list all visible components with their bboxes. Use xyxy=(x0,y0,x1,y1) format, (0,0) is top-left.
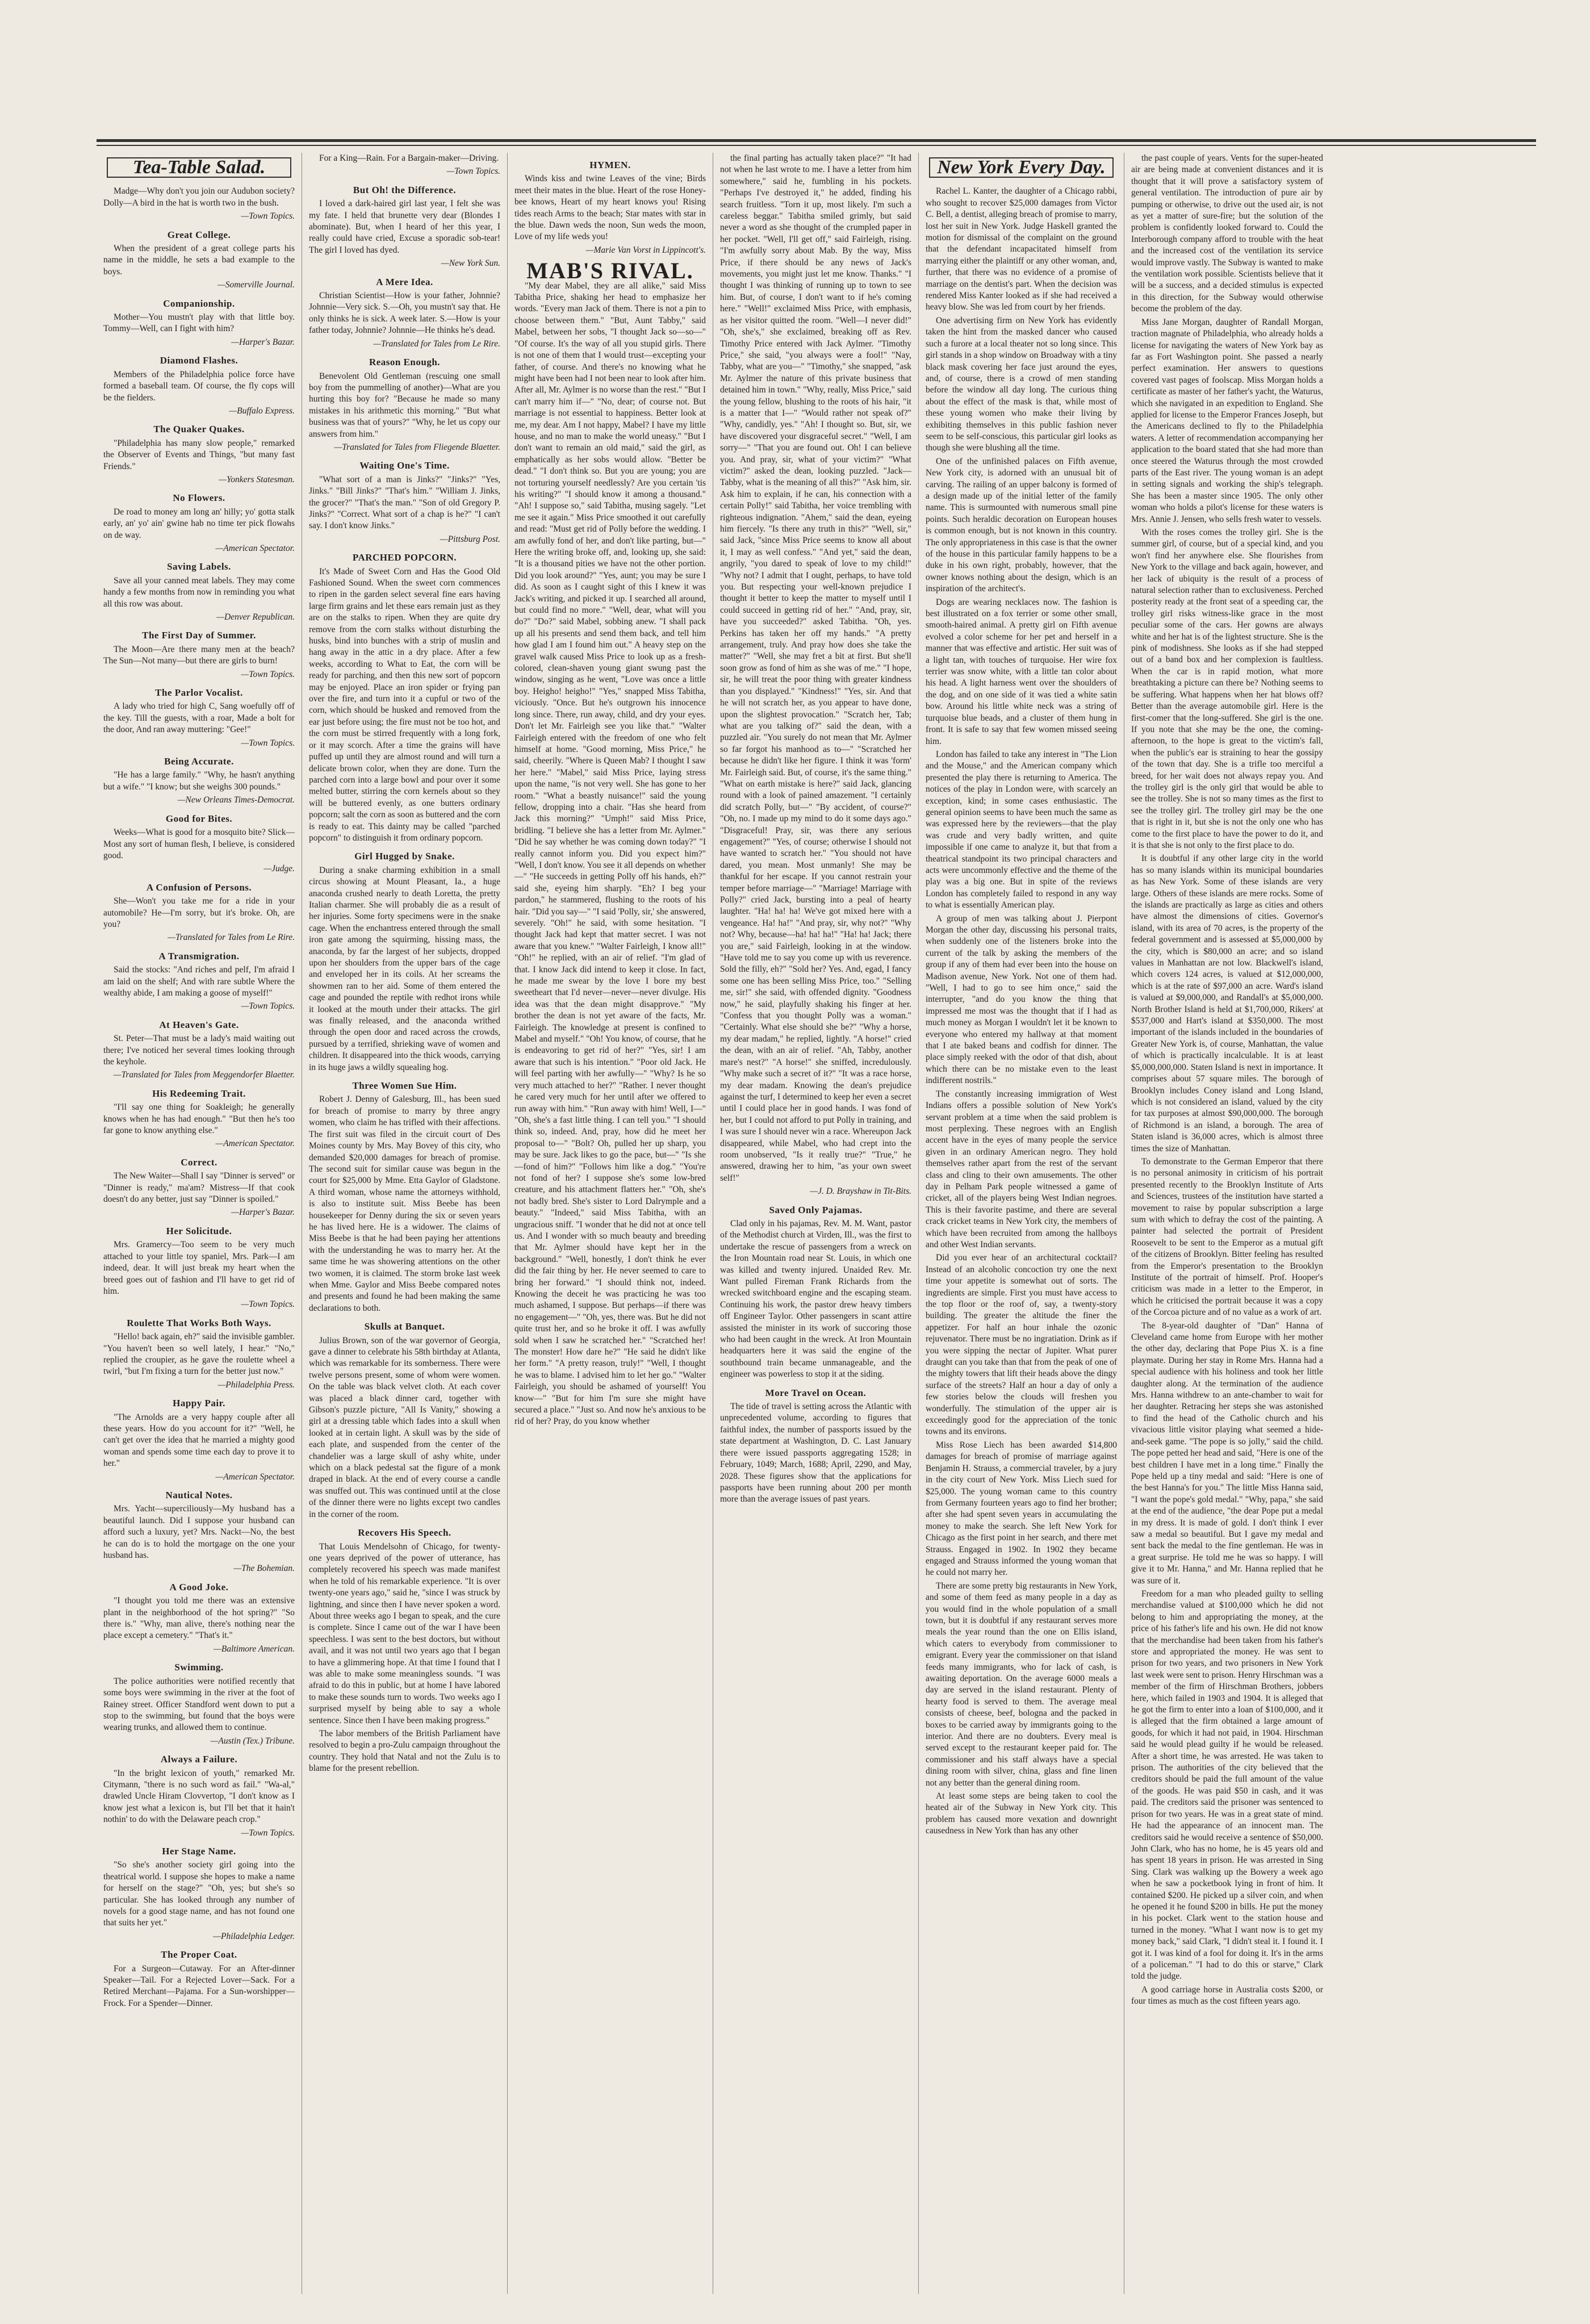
article-body: There are some pretty big restaurants in New York, and some of them feed as many people in a day as you would find in the whole population of a small town, but it is doubtful if any restaurant serves more meals the year round than the one on Ellis island, which caters to everybody from commissioner to emigrant. Every year the commissioner on that island feeds many immigrants, who for lack of cash, is awaiting deportation. On the average 6000 meals a day are served in the island restaurant. Plenty of hearty food is served to them. The average meal consists of cheese, beef, bologna and the packed in boxes to be carried away by immigrants going to the interior. And there are no doubters. Every meal is served except to the restaurant keeper paid for. The commissioner and his staff always have a special dining room with silver, china, glass and fine linen not any better than the general dining room. xyxy=(926,1581,1117,1788)
article-headline: Saving Labels. xyxy=(167,561,231,572)
article-body: "Philadelphia has many slow people," remarked the Observer of Events and Things, "but many fast Friends." xyxy=(103,438,295,471)
article-body: Freedom for a man who pleaded guilty to selling merchandise valued at $100,000 which he did not belong to him and appropriating the money, at the price of his father's life and his own. He did not know that the merchandise had been taken from his father's store and appropriated the money. He was sent to prison for two years, and two prisoners in New York last week were sent to prison. Henry Hirschman was a member of the firm of Hirschman Brothers, jobbers here, which failed in 1903 and 1904. It is alleged that he got the firm to enter into a loan of $100,000, and it is alleged that the firm obtained a large amount of goods, for which it had not paid, in 1904. Hirschman said he would plead guilty if he would be released. After a short time, he was arrested. He was taken to prison. The authorities of the city believed that the creditors should be paid the full amount of the value of the goods. He was paid $50 in cash, and it was paid. The creditors said the prisoner was sentenced to prison for two years. He was in a great state of mind. He had the appearance of an innocent man. The creditors said he would receive a sentence of $50,000. John Clark, who has no home, he is 45 years old and has spent 18 years in prison. He was arrested in Sing Sing. Clark was walking up the Bowery a week ago when he saw a pocketbook lying in front of him. It contained $200. He picked up a silver coin, and when he opened it he found $200 in bills. He put the money in his pocket. Clark went to the station house and turned in the money. "What I want now is to get my money back," said Clark, "I didn't steal it. I found it. I got it. I was kind of a fool for doing it. It's in the arms of a policeman." "I had to do this or starve," Clark told the judge. xyxy=(1131,1589,1323,1982)
article-body: the final parting has actually taken place?" "It had not when he last wrote to me. I have a letter from him somewhere," said he, fumbling in his pockets. "Perhaps I've destroyed it," he added, finding his search fruitless. "Torn it up, most likely. I'm such a careless beggar." Tabitha smiled grimly, but said never a word as she thought of the crumpled paper in her pocket. "Well, I'll get off," said Fairleigh, rising. "I'm awfully sorry about Mab. By the way, Miss Price, if there should be any news of Jack's movements, you might just let me know. Thanks." "I thought I was thinking of running up to town to see him. But, of course, I don't want to if he's coming here." "Well!" exclaimed Miss Price, with emphasis, as her visitor quitted the room. "Well—I never did!" "Oh, she's," she exclaimed, breaking off as Rev. Timothy Price entered with Jack Aylmer. "Timothy Price," she said, "you always were a fool!" "Nay, Tabby, what are you—" "Timothy," she snapped, "ask Mr. Aylmer the nature of this private business that detained him in town." "Why, really, Miss Price," said the young fellow, blushing to the roots of his hair, "it is a matter that I—" "Would rather not speak of?" "Why, candidly, yes." "Ah! I thought so. But, sir, we have discovered your disgraceful secret." "Well, I am sorry—" "That you are found out. Oh! I can believe you. And pray, sir, what of your victim?" "What victim?" asked the dean, looking puzzled. "Jack—Tabby, what is the meaning of all this?" "Ask him, sir. Ask him to explain, if he can, his connection with a certain Polly!" said Tabitha, her voice trembling with righteous indignation. "Ahem," said the dean, eyeing him fiercely. "Is there any truth in this?" "Well, sir," said Jack, "since Miss Price seems to know all about it, I may as well confess." "And yet," said the dean, angrily, "you dared to speak of love to my child!" "Why not? I admit that I ought, perhaps, to have told you. But respecting your well-known prejudice I thought it better to keep the matter to myself until I could succeed in getting rid of her." "And, pray, sir, have you succeeded?" asked Tabitha. "Oh, yes. Perkins has taken her off my hands." "A pretty arrangement, truly. And pray how does she take the matter?" "Well, she may fret a bit at first. But she'll soon grow as fond of him as she was of me." "I hope, sir, he will treat the poor thing with greater kindness than you displayed." "Kindness!" "Yes, sir. And that he will not scratch her, as you appear to have done, upon the slightest provocation." "Scratch her, Tab; what are you talking of?" said the dean, with a puzzled air. "You surely do not mean that Mr. Aylmer so far forgot his manhood as to—" "Scratched her because he didn't like her figure. I think it was 'form' Mr. Fairleigh said. But, of course, it's the same thing." "What on earth mistake is here?" said Jack, glancing round with a look of pained amazement. "I certainly did scratch Polly, but—" "By accident, of course?" "Oh, no. I made up my mind to do it some days ago." "Disgraceful! Pray, sir, was there any serious engagement?" "Yes, of course; otherwise I should not have wanted to scratch her." "You should not have dared, you mean. Most unmanly! She may be thankful for her escape. If you cannot restrain your temper before marriage—" "Marriage! Marriage with Polly?" cried Jack, bursting into a peal of hearty laughter. "Ha! ha! ha! We've got mixed here with a vengeance. Ha! ha!" "And pray, sir, why not?" "Why not? Why, because—ha! ha! ha!" "Ha! ha! Jack; there you are," said Fairleigh, looking in at the window. "Have told me to say you come up with us reverence. Sold the filly, eh?" "Sold her? Yes. And, egad, I fancy some one has been selling Miss Price, too." "Selling me, sir!" she said, with offended dignity. "Goodness now," he said, playfully shaking his finger at her. "Confess that you thought Polly was a woman." "Certainly. What else should she be?" "Why a horse, my dear madam," he replied, lightly. "A horse!" cried the dean, with an air of relief. "Ah, Tabby, another mare's nest?" "A horse!" she sniffed, incredulously. "Why make such a secret of it?" "It was a race horse, my dear madam. Knowing the dean's prejudice against the turf, I determined to keep her even a secret until I could place her in good hands. I was fond of her, but I could not afford to put Polly in training, and I was sure I should never win a race. Whereupon Jack disappeared, while Mabel, who had crept into the room unobserved, "Is it really true?" "True," he answered, drawing her to him, "as your own sweet self!" xyxy=(720,153,911,1183)
article-body: "The Arnolds are a very happy couple after all these years. How do you account for it?" "Well, he can't get over the idea that he married a mighty good woman and spends some time each day to prove it to her." xyxy=(103,1412,295,1469)
top-rule-thin xyxy=(97,145,1536,146)
article-source: —Marie Van Vorst in Lippincott's. xyxy=(585,245,706,255)
article-body: For a King—Rain. For a Bargain-maker—Driving. xyxy=(319,153,499,163)
article-body: Benevolent Old Gentleman (rescuing one small boy from the pummelling of another)—What are you hurting this boy for? "Because he made so many mistakes in his arithmetic this morning." "But what business was that of yours?" "Why, he let us copy our answers from him." xyxy=(309,371,500,439)
article-headline: Companionship. xyxy=(163,298,235,309)
article-source: —American Spectator. xyxy=(215,1472,295,1482)
article-headline: A Good Joke. xyxy=(169,1581,229,1592)
article-headline: His Redeeming Trait. xyxy=(152,1088,246,1099)
article-source: —Judge. xyxy=(263,864,295,874)
article-body: De road to money am long an' hilly; yo' gotta stalk early, an' yo' ain' gwine hab no time ter pick flowahs on de way. xyxy=(103,507,295,540)
article-headline: HYMEN. xyxy=(589,160,631,170)
columns xyxy=(97,153,1536,2294)
article-body: The police authorities were notified recently that some boys were swimming in the river at the foot of Rainey street. Officer Standford went down to put a stop to the swimming, but found that the boys were wearing trunks, and allowed them to continue. xyxy=(103,1676,295,1733)
column-5 xyxy=(919,153,1124,2294)
article-body: Weeks—What is good for a mosquito bite? Slick—Most any sort of human flesh, I believe, is considered good. xyxy=(103,827,295,860)
article-source: —Town Topics. xyxy=(241,1001,295,1011)
article-body: Miss Jane Morgan, daughter of Randall Morgan, traction magnate of Philadelphia, who already holds a license for navigating the waters of New York bay as far as Fort Washington point. She passed a nearly perfect examination. Her answers to questions covered vast pages of foolscap. Miss Morgan holds a certificate as master of her father's yacht, the Waturus, which she navigated in an expedition to England. She applied for license to the Emperor Frances Joseph, but the Americans declined to fly to the Philadelphia waters. A letter of recommendation accompanying her application to the board stated that she had more than once steered the Waturus through the most crowded parts of the East river. The young woman is an adept in setting signals and working the ship's telegraph. She has been a master since 1905. The only other woman who holds a pilot's license for these waters is Mrs. Annie J. Jensen, who sells fresh water to vessels. xyxy=(1131,317,1323,524)
article-headline: Always a Failure. xyxy=(160,1754,238,1765)
masthead: Tea-Table Salad. xyxy=(107,157,291,178)
article-headline: At Heaven's Gate. xyxy=(159,1019,239,1030)
article-source: —American Spectator. xyxy=(215,543,295,553)
article-source: —Buffalo Express. xyxy=(229,406,295,416)
article-body: During a snake charming exhibition in a small circus showing at Mount Pleasant, Ia., a huge anaconda crushed nearly to death Loretta, the pretty Italian charmer. She will probably die as a result of her injuries. Some forty specimens were in the snake cage. When the enchantress entered through the small iron gate among the squirming, hissing mass, the anaconda, by far the largest of her subjects, dropped upon her shoulders from the upper bars of the cage and enveloped her in its coils. At her screams the showmen ran to her aid. Some of them entered the cage and pounded the reptile with redhot irons while it looked at the mouth under their attacks. The girl was finally released, and the anaconda writhed through the open door and raced across the crowds, pursued by a terrified, shrieking wave of women and children. It disappeared into the thick woods, carrying in its huge jaws a wildly squealing hog. xyxy=(309,865,500,1072)
article-body: A lady who tried for high C, Sang woefully off of the key. Till the guests, with a roar, Made a bolt for the door, And ran away muttering: "Gee!" xyxy=(103,701,295,735)
article-body: St. Peter—That must be a lady's maid waiting out there; I've noticed her several times looking through the keyhole. xyxy=(103,1034,295,1067)
article-source: —Translated for Tales from Le Rire. xyxy=(373,338,500,349)
article-source: —Town Topics. xyxy=(241,738,295,748)
article-source: —Somerville Journal. xyxy=(217,280,295,290)
article-body: A good carriage horse in Australia costs $200, or four times as much as the cost fifteen years ago. xyxy=(1131,1984,1323,2007)
article-headline: MAB'S RIVAL. xyxy=(526,258,694,284)
article-body: "In the bright lexicon of youth," remarked Mr. Citymann, "there is no such word as fail." "Wa-al," drawled Uncle Hiram Clovvertop, "I don't know as I know jest what a lexicon is, but I'll bet that it hain't nothin' to do with the Delaware peach crop." xyxy=(103,1768,295,1825)
article-headline: The Proper Coat. xyxy=(161,1949,237,1961)
article-source: —Philadelphia Ledger. xyxy=(213,1931,295,1941)
article-body: I loved a dark-haired girl last year, I felt she was my fate. I held that brunette very dear (Blondes I abominate). But, when I heard of her this year, I really could have cried, Excuse a sporadic sob-tear! The girl I loved has dyed. xyxy=(309,199,500,255)
article-body: The New Waiter—Shall I say "Dinner is served" or "Dinner is ready," ma'am? Mistress—If that cook doesn't do any better, just say "Dinner is spoiled." xyxy=(103,1171,295,1205)
article-source: —Austin (Tex.) Tribune. xyxy=(210,1736,295,1746)
article-source: —Town Topics. xyxy=(241,1299,295,1310)
article-body: For a Surgeon—Cutaway. For an After-dinner Speaker—Tail. For a Rejected Lover—Sack. For a Retired Merchant—Pajama. For a Sun-worshipper—Frock. For a Spender—Dinner. xyxy=(103,1963,295,2008)
article-headline: A Transmigration. xyxy=(158,950,240,962)
article-headline: The First Day of Summer. xyxy=(142,630,256,641)
article-source: —Town Topics. xyxy=(241,211,295,221)
column-1 xyxy=(97,153,302,2294)
article-body: the past couple of years. Vents for the super-heated air are being made at convenient distances and it is thought that it will prove a satisfactory system of general ventilation. The introduction of pure air by pumping or otherwise, to drive out the used air, is not as yet a matter of sure-fire; but the solution of the problem is confidently looked forward to. Could the Interborough company afford to trouble with the heat and the increased cost of the ventilation its service would improve vastly. The Subway is wanted to make the ventilation work possible. Scientists believe that it will be a success, and a decided stimulus is expected in this direction, for the Subway would otherwise become the problem of the day. xyxy=(1131,153,1323,314)
article-body: Robert J. Denny of Galesburg, Ill., has been sued for breach of promise to marry by three angry women, who claim he has trifled with their affections. The first suit was filed in the circuit court of Des Moines county by Mrs. May Bovey of this city, who demanded $20,000 damages for breach of promise. The second suit for similar cause was begun in the court for $25,000 by Mme. Etta Gaylor of Gladstone. A third woman, whose name the attorneys withhold, is also to institute suit. Miss Beebe has been housekeeper for Denny during the six or seven years he has lived here. He is a widower. The claims of Miss Beebe is that he had been paying her attentions with the understanding he was to marry her. At the same time he was showering attentions on the other two women, it is claimed. The storm broke last week when Mme. Gaylor and Miss Beebe compared notes and presents and found he had been making the same declarations to both. xyxy=(309,1094,500,1313)
article-headline: The Parlor Vocalist. xyxy=(155,687,243,699)
article-body: London has failed to take any interest in "The Lion and the Mouse," and the American company which presented the play there is returning to America. The notices of the play in London were, with scarcely an exception, kind; in some cases enthusiastic. The general opinion seems to have been much the same as was expressed here by the reviewers—that the play was crude and very badly written, and quite impossible if one came to analyze it, but that from a theatrical standpoint its two principal characters and acts were uncommonly effective and the theme of the play was a big one. But in spite of the reviews London has completely failed to respond in any way to what is essentially American play. xyxy=(926,749,1117,910)
article-source: —Translated for Tales from Fliegende Blaetter. xyxy=(334,442,500,452)
column-2 xyxy=(302,153,508,2294)
article-body: She—Won't you take me for a ride in your automobile? He—I'm sorry, but it's broke. Oh, are you? xyxy=(103,896,295,929)
top-rule xyxy=(97,139,1536,142)
article-body: Miss Rose Liech has been awarded $14,800 damages for breach of promise of marriage against Benjamin H. Strauss, a commercial traveler, by a jury in the city court of New York. Miss Liech sued for $25,000. The young woman came to this country from Germany fourteen years ago to find her brother; after she had spent seven years in accumulating the money to make the search. She left New York for Chicago as the first point in her search, and there met Strauss. Engaged in 1902. In 1902 they became engaged and Strauss informed the young woman that he could not marry her. xyxy=(926,1440,1117,1578)
article-source: —J. D. Brayshaw in Tit-Bits. xyxy=(810,1186,911,1197)
article-body: The tide of travel is setting across the Atlantic with unprecedented volume, according to figures that faithful index, the number of passports issued by the state department at Washington, D. C. Last January there were issued passports aggregating 1528; in February, 1049; March, 1688; April, 2290, and May, 2028. These figures show that the applications for passports have been running about 200 per month more than the average issues of past years. xyxy=(720,1402,911,1504)
article-headline: Happy Pair. xyxy=(173,1398,225,1409)
article-headline: Waiting One's Time. xyxy=(359,460,450,471)
article-body: A group of men was talking about J. Pierpont Morgan the other day, discussing his personal traits, when suddenly one of the listeners broke into the current of the talk by asking the members of the group if any of them had ever been into the house on Madison avenue, New York. Not one of them had. "Well, I had to go to see him once," said the interrupter, "and do you know the thing that impressed me most was the thought that if I had as much money as Morgan I wouldn't let it be known to everyone who entered my hallway at that moment that I ate baked beans and codfish for dinner. The place simply reeked with the odor of that dish, about which there can be no mistake even to the least indifferent nostrils." xyxy=(926,913,1117,1086)
article-headline: Correct. xyxy=(181,1156,217,1168)
article-source: —Town Topics. xyxy=(446,166,500,177)
article-body: Mother—You mustn't play with that little boy. Tommy—Well, can I fight with him? xyxy=(103,312,295,334)
article-headline: Recovers His Speech. xyxy=(358,1527,451,1539)
article-body: The Moon—Are there many men at the beach? The Sun—Not many—but there are girls to burn! xyxy=(103,644,295,666)
article-body: "My dear Mabel, they are all alike," said Miss Tabitha Price, shaking her head to emphasize her words. "Every man Jack of them. There is not a pin to choose between them." "But, Aunt Tabby," said Mabel, between her sobs, "I thought Jack so—so—" "Of course. It's the way of all you stupid girls. There is not one of them that I would trust—excepting your father, of course. And there's no knowing what he might have been had I not been near to look after him. After all, Mr. Aylmer is no worse than the rest." "But I can't marry him if—" "No, dear; of course not. But marriage is not essential to happiness. Better look at me, my dear. Am I not happy, Mabel? I have my little house, and no man to make the world uneasy." "But I don't want to remain an old maid," said the girl, as emphatically as her sobs would allow. "Better be dead." "I don't think so. But you are young; you are not torturing yourself needlessly? Are you certain 'tis his writing?" "I should know it among a thousand." "Ah! I suppose so," said Tabitha, musing sagely. "Let me see it again." Miss Price smoothed it out carefully and read: "Must get rid of Polly before the wedding. I am awfully fond of her, and don't like parting, but—" Here the writing broke off, and, looking up, she said: "It is a thousand pities we have not the other portion. Did you look around?" "Yes, aunt; you may be sure I did. As soon as I caught sight of this I knew it was Jack's writing, and picked it up. I searched all around, but could find no more." "Well, dear, what will you do?" "Do?" said Mabel, sobbing anew. "I shall pack up all his presents and send them back, and tell him how glad I am I found him out." A heavy step on the gravel walk caused Miss Price to look up as a fresh-colored, clean-shaven young giant swung past the window, singing as he went, "Love was once a little boy. Heigho! heigho!" "Yes," snapped Miss Tabitha, viciously. "Once. But he's outgrown his innocence long since. There, run away, child, and dry your eyes. Don't let Mr. Fairleigh see you like that." "Walter Fairleigh entered with the freedom of one who felt himself at home. "Good morning, Miss Price," he said, cheerily. "Where is Queen Mab? I thought I saw her here." "Mabel," said Miss Price, laying stress upon the name, "is not very well. She has gone to her room." "What a beastly nuisance!" said the young fellow, dropping into a chair. "Has she heard from Jack this morning?" "Umph!" said Miss Price, bridling. "I believe she has a letter from Mr. Aylmer." "Did he say whether he was coming down today?" "I really cannot inform you. Did you expect him?" "Well, I don't know. You see it all depends on whether—" "He succeeds in getting Polly off his hands, eh?" said she, eyeing him sharply. "Eh? I beg your pardon," he stammered, flushing to the roots of his hair. "Did you say—" "I said 'Polly, sir,' she answered, severely. "Oh!" he said, with some hesitation. "I thought Jack had kept that matter secret. I was not aware that you knew." "Walter Fairleigh, I know all!" "Oh!" he replied, with an air of relief. "I'm glad of that. I know Jack did intend to keep it close. In fact, he made me swear by the love I bore my best sweetheart that I'd never—never—never divulge. His idea was that the dean might disapprove." "My brother the dean is not yet aware of the facts, Mr. Fairleigh. The knowledge at present is confined to Mabel and myself." "Oh! You know, of course, that he is endeavoring to get rid of her?" "Yes, sir! I am aware that such is his intention." "Poor old Jack. He will feel parting with her awfully—" "Why? Is he so very much attached to her?" "Rather. I never thought he cared very much for her until after we offered to run away with him." "Run away with him! Well, I—" "Oh, she's a fast little thing. I can tell you." "I should think so, indeed. And, pray, how did he meet her proposal to—" "Bolt? Oh, pulled her up sharp, you may be sure. Jack likes to go the pace, but—" "Is she—fond of him?" "Follows him like a dog." "You're not fond of her? I suppose she's some low-bred creature, and his attachment flatters her." "Oh, she's not badly bred. She's sister to Lord Dalrymple and a beauty." "Indeed," said Miss Tabitha, with an ungracious sniff. "I wonder that he did not at once tell us. And I wonder with so much beauty and breeding that Mr. Aylmer should have kept her in the background." "Well, honestly, I don't think he ever did the fair thing by her. He never seemed to care to bring her forward." "I should think not, indeed. Knowing the deceit he was practicing he was too much ashamed, I suppose. But perhaps—if there was no engagement—" "Oh, yes, there was. But he did not quite trust her, and so he broke it off. I was awfully sold when I saw he scratched her." "Scratched her! The monster! How dare he?" "He said he didn't like her form." "A pretty reason, truly!" "Well, I thought he was to blame. I advised him to let her go." "Walter Fairleigh, you should be ashamed of yourself! You know—" "But for him I'm sure she might have secured a place." "Just so. And now he's anxious to be rid of her? Pray, do you know whether xyxy=(514,281,706,1427)
article-source: —Town Topics. xyxy=(241,1828,295,1838)
article-body: "What sort of a man is Jinks?" "Jinks?" "Yes, Jinks." "Bill Jinks?" "That's him." "William J. Jinks, the grocer?" "That's the man." "Son of old Gregory P. Jinks?" "Correct. What sort of a chap is he?" "I can't say. I don't know Jinks." xyxy=(309,474,500,531)
article-headline: Reason Enough. xyxy=(369,357,441,368)
article-source: —Denver Republican. xyxy=(216,612,295,622)
article-headline: Being Accurate. xyxy=(164,756,234,767)
article-headline: The Quaker Quakes. xyxy=(153,424,245,435)
article-source: —New Orleans Times-Democrat. xyxy=(177,795,295,805)
article-body: Dogs are wearing necklaces now. The fashion is best illustrated on a fox terrier or some other small, smooth-haired animal. A pretty girl on Fifth avenue evolved a color scheme for her pet and herself in a manner that was effective and artistic. Her suit was of a light tan, with touches of turquoise. Her wire fox terrier was snow white, with a little tan color about his head. A light harness went over the shoulders of the dog, and on one side of it was tied a white satin bow. Around his little white neck was a string of turquoise blue beads, and a cluster of them hung in front. It is safe to say that few women missed seeing him. xyxy=(926,597,1117,746)
article-headline: But Oh! the Difference. xyxy=(353,184,457,195)
newspaper-page xyxy=(97,139,1536,2297)
article-body: At least some steps are being taken to cool the heated air of the Subway in New York city. This problem has caused more vexation and downright causedness in New York than has any other xyxy=(926,1791,1117,1836)
article-headline: Nautical Notes. xyxy=(165,1490,233,1500)
article-body: The 8-year-old daughter of "Dan" Hanna of Cleveland came home from Europe with her mother the other day, declaring that Pope Pius X. is a fine playmate. During her stay in Rome Mrs. Hanna had a special audience with his holiness and took her little daughter along. At the termination of the audience Mrs. Hanna withdrew to an ante-chamber to wait for her daughter. Retracing her steps she was astonished to find the head of the Catholic church and his vivacious little visitor playing what seemed a hide-and-seek game. "The pope is so jolly," said the child. The pope petted her head and said, "Here is one of the best children I have met in a long time." Finally the Pope held up a tiny medal and said: "Here is one of the best Hanna's for you." The little Miss Hanna said, "I want the pope's gold medal." "Why, papa," she said at the end of the audience, "the dear Pope put a medal in my dress. It is made of gold. I don't think I ever saw a medal so beautiful. But I gave my medal and sent back the medal to the fine gentleman. He was in a great surprise. He told me he was so happy. I will give it to Mr. Hanna," and Mr. Hanna replied that he was sure of it. xyxy=(1131,1320,1323,1586)
article-headline: Skulls at Banquet. xyxy=(364,1321,445,1332)
article-body: "Hello! back again, eh?" said the invisible gambler. "You haven't been so well lately, I hear." "No," replied the croupier, as he gave the roulette wheel a twirl, "but I'm fixing a turn for the better just now." xyxy=(103,1332,295,1377)
article-body: Mrs. Yacht—superciliously—My husband has a beautiful launch. Did I suppose your husband can afford such a luxury, yet? Mrs. Nackt—No, the best he can do is to hold the mortgage on the one your husband has. xyxy=(103,1504,295,1561)
article-headline: Three Women Sue Him. xyxy=(352,1080,457,1092)
article-headline: A Confusion of Persons. xyxy=(146,881,252,893)
article-headline: More Travel on Ocean. xyxy=(765,1387,867,1398)
article-headline: Good for Bites. xyxy=(165,813,233,824)
article-headline: Great College. xyxy=(167,229,231,240)
column-3 xyxy=(508,153,713,2294)
article-body: Winds kiss and twine Leaves of the vine; Birds meet their mates in the blue. Heart of the rose Honey-bee knows, Heart of my heart knows you! Rising tides reach Arms to the beach; Star mates with star in the blue. Dawn weds the noon, Sun weds the moon, Love of my life weds you! xyxy=(514,174,706,242)
article-body: One of the unfinished palaces on Fifth avenue, New York city, is adorned with an unusual bit of carving. The railing of an upper balcony is formed of a design made up of the initial letter of the family name. This is surmounted with numerous small pine points. Such heraldic decoration on European houses is common enough, but is not known in this country. The only appropriateness in this case is that the owner of the house in this particular family happens to be a duke in his own right, probably, however, that the owner knows nothing about the design, which is an inspiration of the architect's. xyxy=(926,456,1117,594)
article-headline: PARCHED POPCORN. xyxy=(352,552,457,563)
article-headline: Diamond Flashes. xyxy=(160,355,238,366)
article-source: —Harper's Bazar. xyxy=(231,1207,295,1218)
article-body: Mrs. Gramercy—Too seem to be very much attached to your little toy spaniel, Mrs. Park—I am indeed, dear. It will just break my heart when the breed goes out of fashion and I'll have to get rid of him. xyxy=(103,1240,295,1296)
article-body: "I thought you told me there was an extensive plant in the neighborhood of the hot spring?" "So there is." "Why, man alive, there's nothing near the place except a cemetery." "That's it." xyxy=(103,1596,295,1641)
article-headline: Girl Hugged by Snake. xyxy=(354,851,455,862)
article-body: Christian Scientist—How is your father, Johnnie? Johnnie—Very sick. S.—Oh, you mustn't say that. He only thinks he is sick. A week later. S.—How is your father today, Johnnie? Johnnie—He thinks he's dead. xyxy=(309,291,500,336)
article-source: —Town Topics. xyxy=(241,669,295,679)
article-headline: A Mere Idea. xyxy=(376,276,433,287)
article-headline: Saved Only Pajamas. xyxy=(769,1204,863,1215)
article-body: Did you ever hear of an architectural cocktail? Instead of an alcoholic concoction try one the next time your appetite is somewhat out of sorts. The ingredients are simple. First you must have access to the top floor or the roof of, say, a twenty-story building. The greater the altitude the finer the appetizer. For half an hour inhale the ozonic rejuvenator. There must be no ingratiation. Drink as if you were sipping the nectar of Jupiter. What purer draught can you take than that from the peak of one of the mighty towers that lift their heads above the dingy surface of the streets? Half an hour a day of only a few stories below the clouds will freshen you wonderfully. The stimulation of the upper air is exceedingly good for the appreciation of the tonic towns and its environs. xyxy=(926,1253,1118,1437)
article-body: Clad only in his pajamas, Rev. M. M. Want, pastor of the Methodist church at Virden, Ill., was the first to undertake the rescue of passengers from a wreck on the Iron Mountain road near St. Louis, in which one was killed and twenty injured. Unaided Rev. Mr. Want pulled Fireman Frank Richards from the wrecked switchboard engine and the escaping steam. Continuing his work, the pastor drew heavy timbers off Engineer Taylor. Other passengers in scant attire assisted the minister in its work of succoring those who had been caught in the wreck. At Iron Mountain headquarters here it was said the engine of the southbound train became unmanageable, and the engineer was powerless to stop it at the siding. xyxy=(720,1218,911,1380)
article-source: —Pittsburg Post. xyxy=(440,534,500,544)
article-body: "I'll say one thing for Soakleigh; he generally knows when he has had enough." "But then he's too far gone to know anything else." xyxy=(103,1102,295,1136)
article-body: Save all your canned meat labels. They may come handy a few months from now in reminding you what all this row was about. xyxy=(103,575,295,609)
article-body: With the roses comes the trolley girl. She is the summer girl, of course, but of a special kind, and you won't find her anywhere else. She flourishes from New York to the village and back again, however, and her lack of ubiquity is the result of a process of natural selection rather than to exclusiveness. Perched posterity ready at the front seat of a speeding car, the trolley girl risks witness-like grace in the most peculiar some of the cars. Her gowns are always white and her hat is of the lightest structure. She is the pink of modishness. She looks as if she had stepped out of a band box and her complexion is faultless. When the car is in rapid motion, what more breathtaking a picture can there be? Nothing seems to be suffering. What happens when her hat blows off? Better than the average automobile girl. Here is the first-comer that the long-suffered. She girl is the one. If you note that she may be the one, the coming-afternoon, to the hope is great to the victim's fall, when the public's ear is straining to hear the gossipy of the town that day. She is a trifle too merciful a breed, for her wait does not always repay you. And the trolley girl is the only girl that would be able to see the trolley. She is not so many times as the first to see the trolley girl. The trolley girl may be the one that is right in it, but she is not the only one who has come to the first place to have the power to do it, and it is that she is not only to the first place to do. xyxy=(1131,528,1323,850)
article-body: That Louis Mendelsohn of Chicago, for twenty-one years deprived of the power of utterance, has completely recovered his speech was made manifest when he told of his remarkable experience. "It is over twenty-one years ago," said he, "since I was struck by lightning, and since then I have never spoken a word. About three weeks ago I began to speak, and the cure is complete. Since I came out of the war I have been speechless. I was sent to the best doctors, but without avail, and it was not until two years ago that I began to have a glimmering hope. At that time I found that I was able to make some meaningless sounds. "I was afraid to do this in public, but at home I have labored to make these sounds turn to words. Two weeks ago I surprised myself by being able to say a whole sentence. Since then I have been making progress." xyxy=(309,1541,500,1725)
column-6 xyxy=(1124,153,1330,2294)
article-source: —Translated for Tales from Meggendorfer Blaetter. xyxy=(113,1070,295,1080)
article-body: The constantly increasing immigration of West Indians offers a possible solution of New York's servant problem at a time when the said problem is most perplexing. These negroes with an English accent have in the eyes of many people the service given in an ordinary American negro. They hold themselves rather apart from the rest of the servant class and cling to their own amusements. The other day in Pelham Park people witnessed a game of cricket, all of the players being West Indian negroes. This is their favorite pastime, and there are several crack cricket teams in New York city, the members of which have been recruited from among the hallboys and other West Indian servants. xyxy=(926,1089,1117,1249)
article-body: Rachel L. Kanter, the daughter of a Chicago rabbi, who sought to recover $25,000 damages from Victor C. Bell, a dentist, alleging breach of promise to marry, lost her suit in New York. Judge Haskell granted the motion for dismissal of the complaint on the ground that the defendant incapacitated himself from marrying either the plaintiff or any other woman, and, further, that there was no evidence of a promise of marriage on the dentist's part. When the decision was rendered Miss Kanter looked as if she had received a heavy blow. She was led from court by her friends. xyxy=(926,186,1117,312)
article-body: Said the stocks: "And riches and pelf, I'm afraid I am laid on the shelf; And with rare subtle Where the wealthy abide, I am making a goose of myself!" xyxy=(103,965,295,998)
article-source: —Yonkers Statesman. xyxy=(219,474,295,484)
article-body: When the president of a great college parts his name in the middle, he sets a bad example to the boys. xyxy=(103,244,295,277)
article-body: Julius Brown, son of the war governor of Georgia, gave a dinner to celebrate his 58th birthday at Atlanta, which was remarkable for its somberness. There were twelve persons present, some of whom were women. On the table was black velvet cloth. At each cover was placed a black dinner card, together with Gibson's puzzle picture, "All Is Vanity," showing a girl at a dressing table which fades into a skull when looked at in certain light. A skull was by the side of each plate, and suspended from the center of the chandelier was a large skull of ashy white, under which on a black pedestal sat the figure of a monk draped in black. At the end of every course a candle was snuffed out. This was continued until at the close of the dinner there were no lights except two candles in the corner of the room. xyxy=(309,1335,500,1519)
article-body: "He has a large family." "Why, he hasn't anything but a wife." "I know; but she weighs 300 pounds." xyxy=(103,770,295,792)
article-source: —The Bohemian. xyxy=(233,1564,295,1574)
article-body: One advertising firm on New York has evidently taken the hint from the masked dancer who caused such a furore at a local theater not so long since. This girl stands in a shop window on Broadway with a tiny black mask covering her face just around the eyes, and, of course, there is a crowd of men standing before the window all day long. The curious thing about the effect of the mask is that, while most of these young women who make their living by exhibiting themselves in this public fashion never seem to be self-conscious, this particular girl looks as though she were blushing all the time. xyxy=(926,315,1117,453)
article-body: The labor members of the British Parliament have resolved to begin a pro-Zulu campaign throughout the country. They hold that Natal and not the Zulu is to blame for the present rebellion. xyxy=(309,1729,500,1774)
masthead: New York Every Day. xyxy=(929,157,1114,178)
article-headline: Roulette That Works Both Ways. xyxy=(127,1317,271,1328)
article-body: It is doubtful if any other large city in the world has so many islands within its municipal boundaries as has New York. Some of these islands are very large. Others of these islands are mere rocks. Some of the islands are practically as large as cities and others have almost the dimensions of cities. Governor's island, with its area of 70 acres, is the property of the federal government and is assessed at $5,000,000 by the city, which is $80,000 an acre; and so island values in Manhattan are not low. Blackwell's island, which covers 124 acres, is valued at $12,000,000, which is at the rate of $97,000 an acre. Ward's island is valued at $9,000,000, and Randall's at $5,000,000. North Brother Island is held at $1,700,000, Rikers' at $537,000 and Hart's island at $350,000. The most important of the islands included in the boundaries of Greater New York is, of course, Manhattan, the value of which is practically incalculable. It is at least $5,000,000,000. Staten Island is next in importance. It comprises about 57 square miles. The borough of Brooklyn includes Coney island and Long Island, which is not considered an island, valued by the city for tax purposes at almost $90,000,000. The borough of Richmond is an island, a borough. The area of Staten island is 36,000 acres, which is almost three times the size of Manhattan. xyxy=(1131,854,1323,1153)
article-body: To demonstrate to the German Emperor that there is no personal animosity in criticism of his portrait presented recently to the Brooklyn Institute of Arts and Sciences, trustees of the institution have started a movement to raise by popular subscription a large sum with which to defray the cost of the painting. A painter had selected the portrait of President Roosevelt to be sent to the Emperor as a mutual gift of the citizens of Brooklyn. Bitter feeling has resulted from the Emperor's presentation to the Brooklyn Institute of the portrait of himself. Prof. Hooper's criticism was made in a letter to the Emperor, in which he criticised the portrait because it was a copy of the Corcoa picture and of no value as a work of art. xyxy=(1131,1156,1323,1318)
article-headline: No Flowers. xyxy=(173,492,225,504)
article-source: —Translated for Tales from Le Rire. xyxy=(168,933,295,943)
article-source: —New York Sun. xyxy=(441,258,500,269)
column-4 xyxy=(713,153,919,2294)
article-body: It's Made of Sweet Corn and Has the Good Old Fashioned Sound. When the sweet corn commences to ripen in the garden select several fine ears having large firm grains and let these ears remain just as they are on the stalks to ripen. When they are quite dry remove from the corn stalks without disturbing the husks, bind into bunches with a strip of muslin and hang away in the attic in a dry place. After a few weeks, according to What to Eat, the corn will be ready for parching, and then this new sort of popcorn may be enjoyed. Place an iron spider or frying pan over the fire, and turn into it a cupful or two of the corn, which should be husked and removed from the ear just before using; the fire must not be too hot, and the corn must be stirred frequently with a long fork, or it may scorch. After a time the grains will have puffed up until they are almost round and will turn a delicate brown color, when they are done. Turn the parched corn into a large bowl and pour over it some melted butter, stirring the corn kernels about so they will be buttered evenly, as one butters ordinary popcorn; salt the corn as soon as buttered and the corn is ready to eat. This dainty may be called "parched popcorn" to distinguish it from ordinary popcorn. xyxy=(309,566,500,843)
article-source: —American Spectator. xyxy=(215,1139,295,1149)
article-body: Madge—Why don't you join our Audubon society? Dolly—A bird in the hat is worth two in the bush. xyxy=(103,186,295,208)
article-source: —Baltimore American. xyxy=(214,1644,295,1654)
article-headline: Her Solicitude. xyxy=(166,1225,232,1236)
article-headline: Swimming. xyxy=(174,1662,224,1673)
article-source: —Harper's Bazar. xyxy=(231,337,295,347)
article-source: —Philadelphia Press. xyxy=(217,1380,295,1390)
article-body: Members of the Philadelphia police force have formed a baseball team. Of course, the fly cops will be the fielders. xyxy=(103,369,295,403)
article-body: "So she's another society girl going into the theatrical world. I suppose she hopes to make a name for herself on the stage?" "Oh, yes; but she's so particular. She has looked through any number of novels for a good stage name, and has not found one that suits her yet." xyxy=(103,1860,295,1928)
article-headline: Her Stage Name. xyxy=(162,1845,236,1857)
